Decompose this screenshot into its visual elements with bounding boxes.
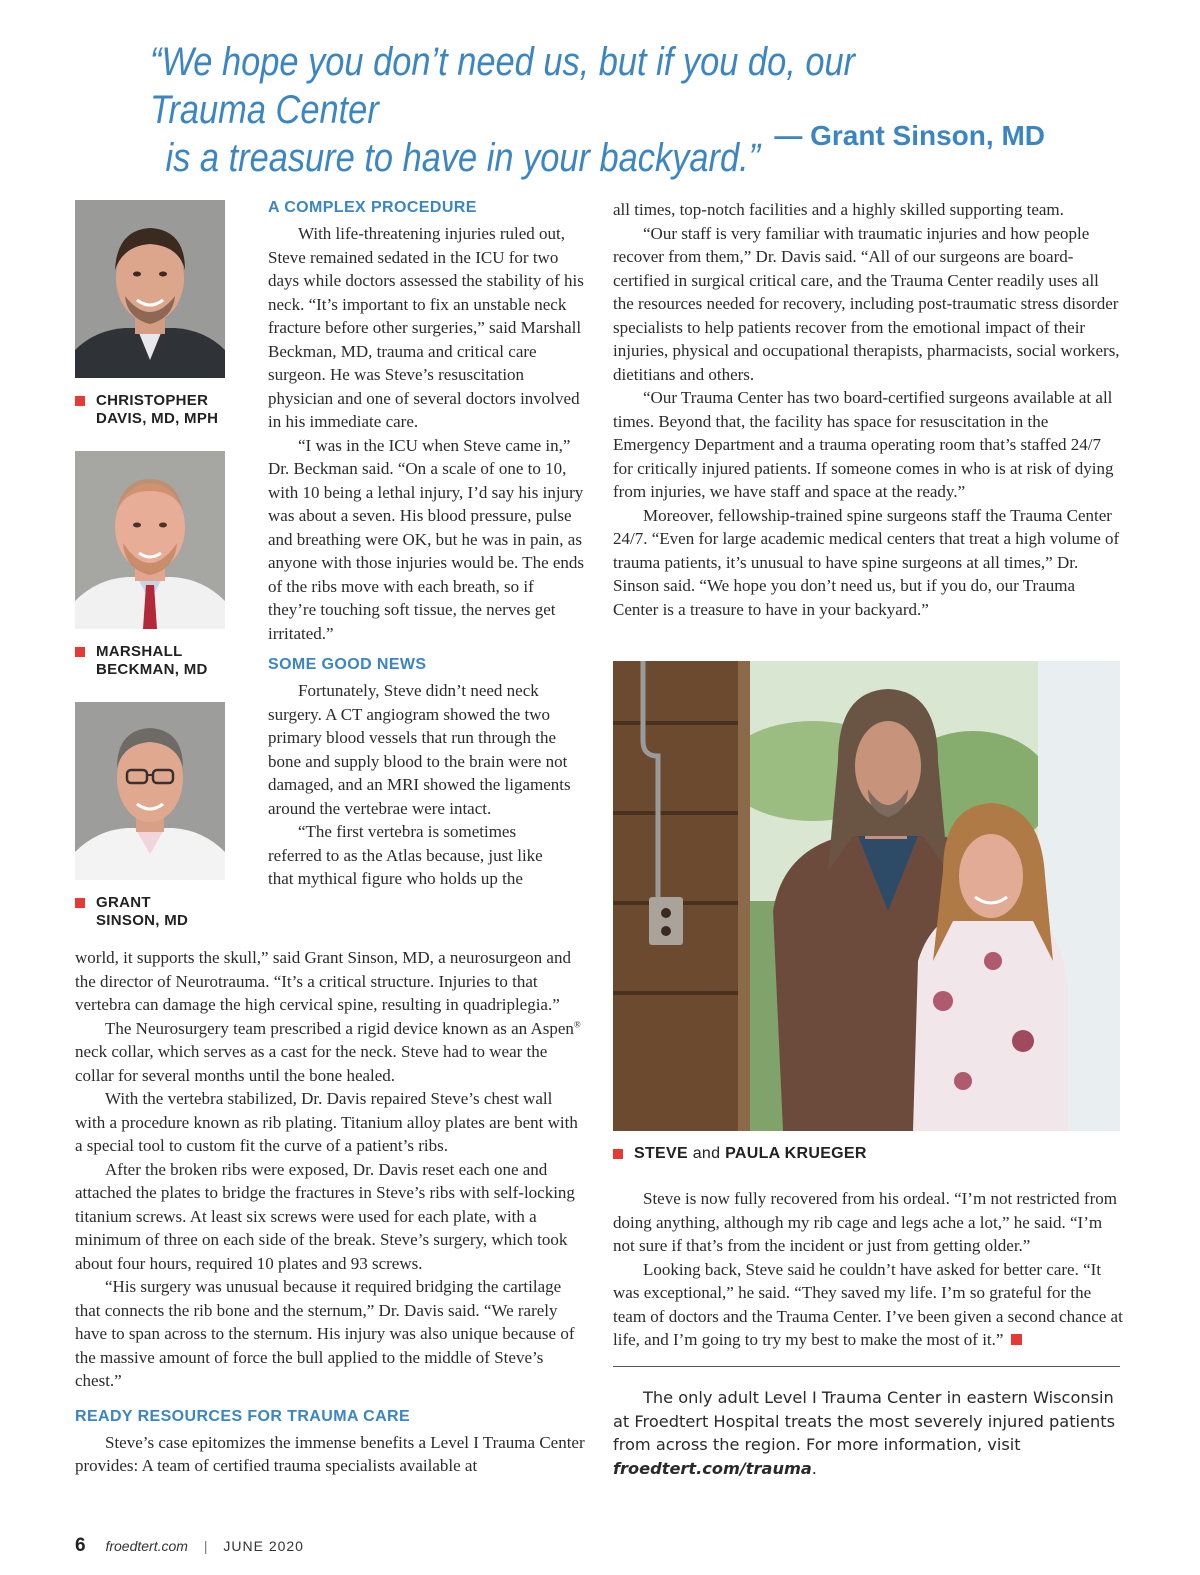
body-paragraph-line: “The first vertebra is sometimes — [298, 822, 517, 841]
article-column-3-end — [613, 1187, 1123, 1352]
caption-marker — [613, 1149, 623, 1159]
caption-line: GRANT — [96, 894, 151, 911]
body-paragraph: “Our Trauma Center has two board-certified surgeons available at all times. Beyond that, the facility has space for resuscitation in the Emergency Department and a trauma operating room that’s staffed 24/7 for critically injured patients. If someone comes in who is at risk of dying from injuries, we have staff and space at the ready.” — [613, 388, 1114, 501]
sinson-caption — [75, 894, 188, 930]
body-paragraph: world, it supports the skull,” said Grant Sinson, MD, a neurosurgeon and the director of Neurotrauma. “It’s a critical structure. Injuries to that vertebra can damage the high cervical spine, resulting in quadriplegia.” — [75, 948, 571, 1014]
end-mark — [1011, 1334, 1022, 1345]
article-column-3 — [613, 198, 1123, 621]
caption-line: SINSON, MD — [96, 912, 189, 929]
section-heading: READY RESOURCES FOR TRAUMA CARE — [75, 1407, 411, 1425]
trauma-link[interactable]: froedtert.com/trauma — [613, 1458, 812, 1478]
caption-name: STEVE — [634, 1145, 688, 1162]
section-heading: A COMPLEX PROCEDURE — [268, 199, 477, 216]
steve-and-paula-photo — [613, 661, 1120, 1131]
body-paragraph: With life-threatening injuries ruled out, Steve remained sedated in the ICU for two days while doctors assessed the stability of his neck. “It’s important to fix an unstable neck fracture before other surgeries,” said Marshall Beckman, MD, trauma and critical care surgeon. He was Steve’s resuscitation physician and one of several doctors involved in his immediate care. — [268, 224, 584, 431]
pull-quote-line-1: “We hope you don’t need us, but if you do, our Trauma Center — [150, 40, 856, 132]
sinson-headshot — [75, 702, 225, 880]
caption-line: BECKMAN, MD — [96, 661, 208, 678]
body-paragraph — [613, 1258, 1123, 1352]
caption-line: CHRISTOPHER — [96, 392, 209, 409]
caption-conjunction: and — [692, 1145, 721, 1162]
page-number: 6 — [75, 1535, 86, 1556]
body-paragraph: With the vertebra stabilized, Dr. Davis repaired Steve’s chest wall with a procedure known as rib plating. Titanium alloy plates are bent with a special tool to custom fit the curve of a patient’s ribs. — [75, 1089, 578, 1155]
pull-quote-line-2: is a treasure to have in your backyard.” — [165, 136, 761, 180]
body-paragraph: all times, top-notch facilities and a highly skilled supporting team. — [613, 200, 1064, 219]
caption-line: DAVIS, MD, MPH — [96, 410, 219, 427]
footer-separator: | — [203, 1538, 208, 1554]
beckman-caption — [75, 643, 208, 679]
article-column-2 — [268, 198, 586, 891]
body-text: Looking back, Steve said he couldn’t have asked for better care. “It was exceptional,” he said. “They saved my life. I’m so grateful for the team of doctors and the Trauma Center. I’ve been given a second chance at life, and I’m going to try my best to make the most of it.” — [613, 1259, 1123, 1349]
body-paragraph-line: referred to as the Atlas because, just like — [268, 845, 543, 865]
section-heading: SOME GOOD NEWS — [268, 656, 427, 673]
footer-date: JUNE 2020 — [223, 1538, 304, 1554]
registered-mark: ® — [573, 1018, 581, 1029]
body-paragraph: “I was in the ICU when Steve came in,” Dr. Beckman said. “On a scale of one to 10, with 10 being a lethal injury, I’d say his injury was about a seven. His blood pressure, pulse and breathing were OK, but he was in pain, as anyone with those injuries would be. The ends of the ribs move with each breath, so if they’re touching soft tissue, the nerves get irritated.” — [268, 435, 585, 643]
info-sidebar — [613, 1386, 1123, 1480]
body-text: The Neurosurgery team prescribed a rigid device known as an Aspen — [105, 1018, 574, 1038]
page-footer — [75, 1535, 304, 1557]
caption-marker — [75, 898, 85, 908]
body-text: neck collar, which serves as a cast for the neck. Steve had to wear the collar for several months until the bone healed. — [75, 1042, 548, 1085]
caption-marker — [75, 647, 85, 657]
sidebar-divider — [613, 1366, 1120, 1367]
caption-marker — [75, 396, 85, 406]
body-paragraph: Steve is now fully recovered from his ordeal. “I’m not restricted from doing anything, although my rib cage and legs ache a lot,” he said. “I’m not sure if that’s from the incident or just from getting older.” — [613, 1189, 1117, 1255]
pull-quote-attribution: — Grant Sinson, MD — [774, 120, 1045, 151]
sidebar-text: The only adult Level I Trauma Center in eastern Wisconsin at Froedtert Hospital treats the most severely injured patients from across the region. For more information, visit — [613, 1388, 1116, 1454]
body-paragraph-line: that mythical figure who holds up the — [268, 869, 523, 888]
body-paragraph: “His surgery was unusual because it required bridging the cartilage that connects the rib bone and the sternum,” Dr. Davis said. “We rarely have to span across to the sternum. His injury was also unique because of the massive amount of force the bull applied to the middle of Steve’s chest.” — [75, 1277, 575, 1390]
davis-headshot — [75, 200, 225, 378]
sidebar-text-end: . — [811, 1458, 817, 1478]
article-column-1-wide — [75, 946, 585, 1478]
body-paragraph: After the broken ribs were exposed, Dr. Davis reset each one and attached the plates to bridge the fractures in Steve’s ribs with self-locking titanium screws. At least six screws were used for each plate, with a minimum of three on each side of the break. Steve’s surgery, which took about four hours, required 10 plates and 93 screws. — [75, 1159, 575, 1273]
body-paragraph: Moreover, fellowship-trained spine surgeons staff the Trauma Center 24/7. “Even for large academic medical centers that treat a high volume of trauma patients, it’s unusual to have spine surgeons at all times,” Dr. Sinson said. “We hope you don’t need us, but if you do, our Trauma Center is a treasure to have in your backyard.” — [613, 505, 1120, 619]
davis-caption — [75, 392, 218, 428]
body-paragraph: “Our staff is very familiar with traumatic injuries and how people recover from them,” Dr. Davis said. “All of our surgeons are board-certified in surgical critical care, and the Trauma Center readily uses all the resources needed for recovery, including post-traumatic stress disorder specialists to help patients recover from the emotional impact of their injuries, physical and occupational therapists, pharmacists, social workers, dietitians and others. — [613, 223, 1120, 384]
body-paragraph: Steve’s case epitomizes the immense benefits a Level I Trauma Center provides: A team of certified trauma specialists available at — [75, 1432, 585, 1475]
krueger-caption — [613, 1145, 867, 1163]
caption-name: PAULA KRUEGER — [725, 1145, 867, 1162]
body-paragraph: Fortunately, Steve didn’t need neck surgery. A CT angiogram showed the two primary blood vessels that run through the bone and supply blood to the brain were not damaged, and an MRI showed the ligaments around the vertebrae were intact. — [268, 681, 571, 818]
pull-quote — [150, 38, 976, 182]
beckman-headshot — [75, 451, 225, 629]
caption-line: MARSHALL — [96, 643, 183, 660]
body-paragraph — [75, 1017, 585, 1088]
footer-site[interactable]: froedtert.com — [105, 1538, 188, 1554]
